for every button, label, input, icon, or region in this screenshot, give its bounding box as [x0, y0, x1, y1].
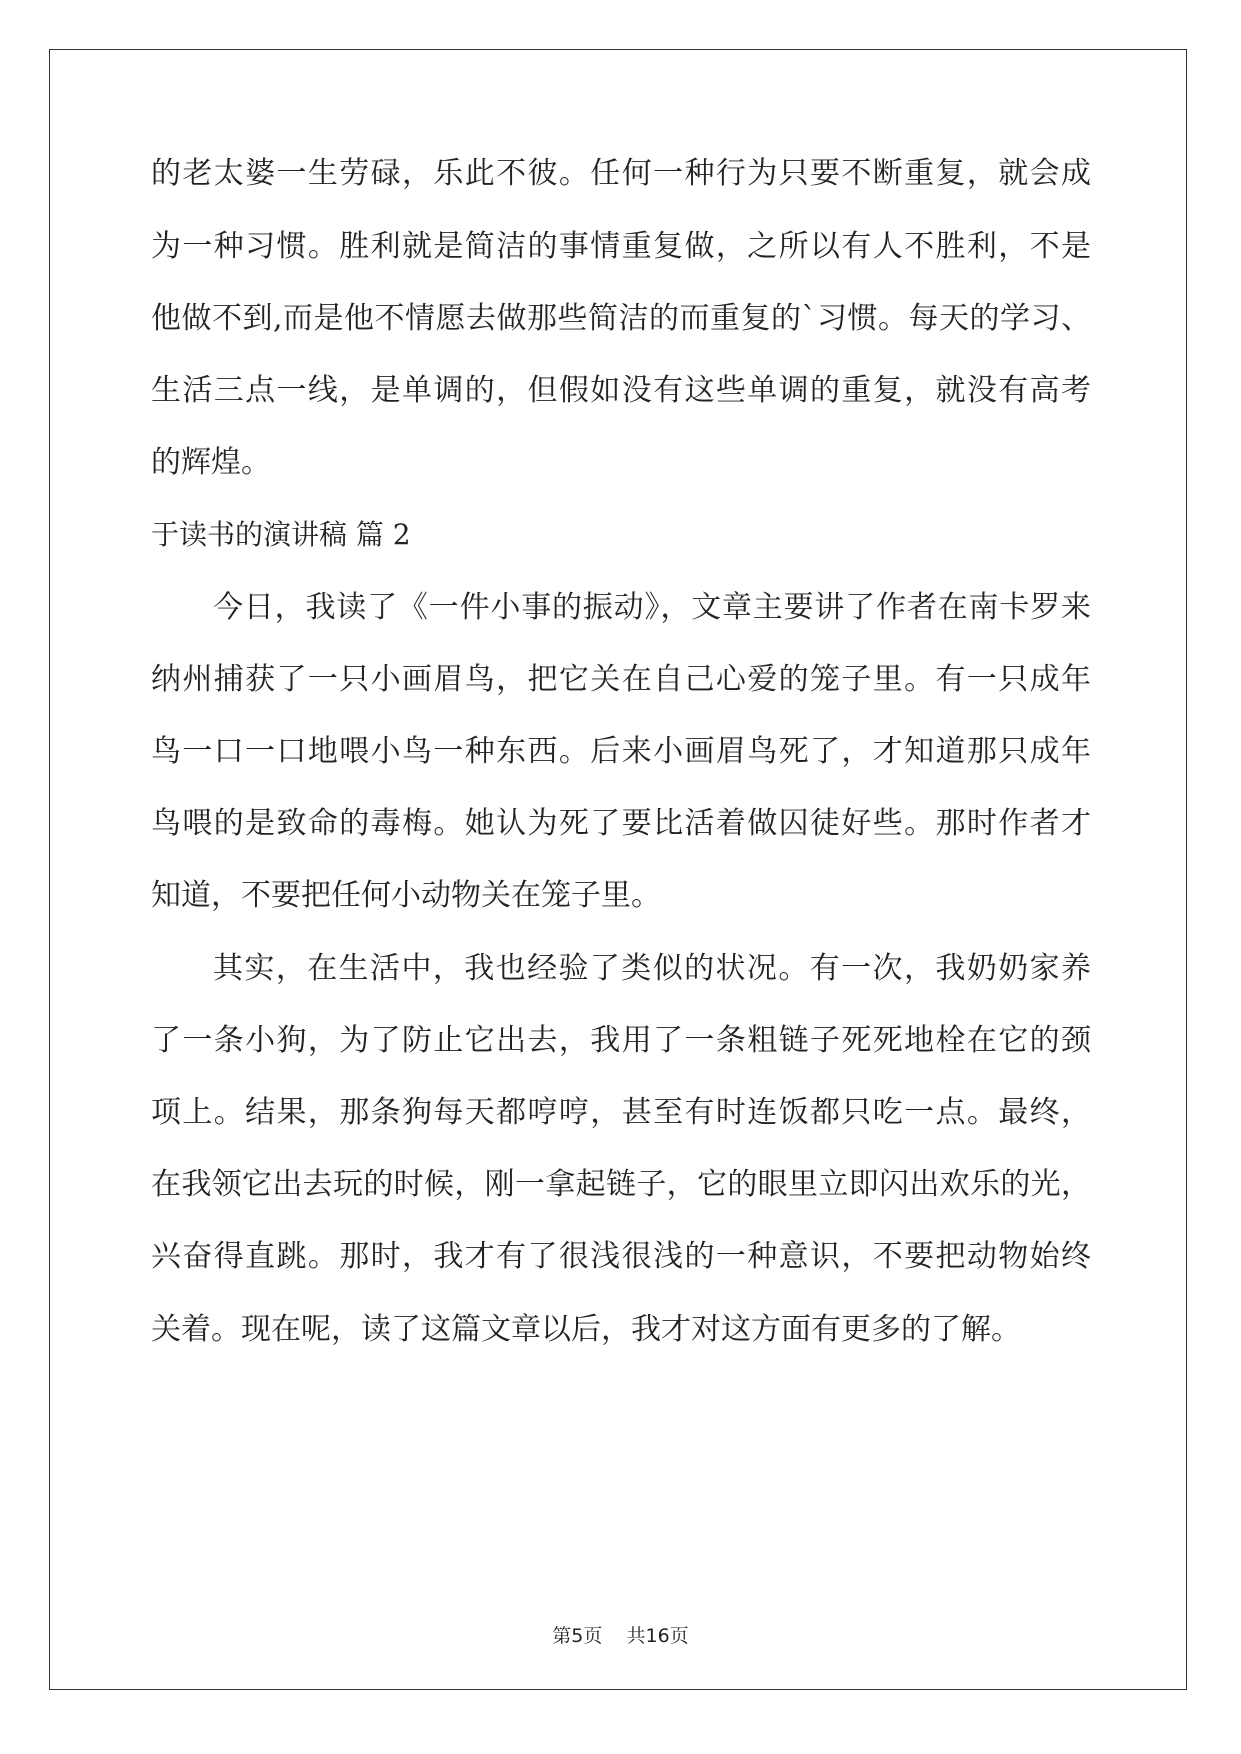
- footer-prefix: 第: [552, 1625, 572, 1647]
- text-line: 其实，在生活中，我也经验了类似的状况。有一次，我奶奶家养: [213, 951, 1091, 986]
- text-line: 生活三点一线，是单调的，但假如没有这些单调的重复，就没有高考: [151, 373, 1091, 408]
- text-line: 项上。结果，那条狗每天都哼哼，甚至有时连饭都只吃一点。最终，: [151, 1095, 1091, 1130]
- text-line: 鸟喂的是致命的毒梅。她认为死了要比活着做囚徒好些。那时作者才: [151, 806, 1091, 841]
- footer-page-suffix: 页: [583, 1625, 603, 1647]
- text-line: 关着。现在呢，读了这篇文章以后，我才对这方面有更多的了解。: [151, 1312, 1021, 1347]
- text-line: 他做不到,而是他不情愿去做那些简洁的而重复的`习惯。每天的学习、: [151, 301, 1091, 336]
- page-number: 5: [571, 1625, 584, 1647]
- text-line: 兴奋得直跳。那时，我才有了很浅很浅的一种意识，不要把动物始终: [151, 1239, 1091, 1274]
- text-line: 为一种习惯。胜利就是简洁的事情重复做，之所以有人不胜利，不是: [151, 229, 1091, 264]
- text-line: 鸟一口一口地喂小鸟一种东西。后来小画眉鸟死了，才知道那只成年: [151, 734, 1091, 769]
- text-line: 今日，我读了《一件小事的振动》，文章主要讲了作者在南卡罗来: [213, 590, 1091, 625]
- section-heading: 于读书的演讲稿 篇 2: [151, 518, 411, 551]
- footer-total-suffix: 页: [669, 1625, 689, 1647]
- text-line: 的辉煌。: [151, 445, 271, 480]
- text-line: 纳州捕获了一只小画眉鸟，把它关在自己心爱的笼子里。有一只成年: [151, 662, 1091, 697]
- text-line: 知道，不要把任何小动物关在笼子里。: [151, 878, 661, 913]
- text-line: 的老太婆一生劳碌，乐此不彼。任何一种行为只要不断重复，就会成: [151, 156, 1091, 191]
- total-pages: 16: [645, 1625, 670, 1647]
- text-line: 了一条小狗，为了防止它出去，我用了一条粗链子死死地栓在它的颈: [151, 1023, 1091, 1058]
- text-line: 在我领它出去玩的时候，刚一拿起链子，它的眼里立即闪出欢乐的光，: [151, 1167, 1091, 1202]
- page-footer: [0, 1621, 1241, 1648]
- page-border: [49, 49, 1187, 1690]
- footer-total-prefix: 共: [626, 1625, 646, 1647]
